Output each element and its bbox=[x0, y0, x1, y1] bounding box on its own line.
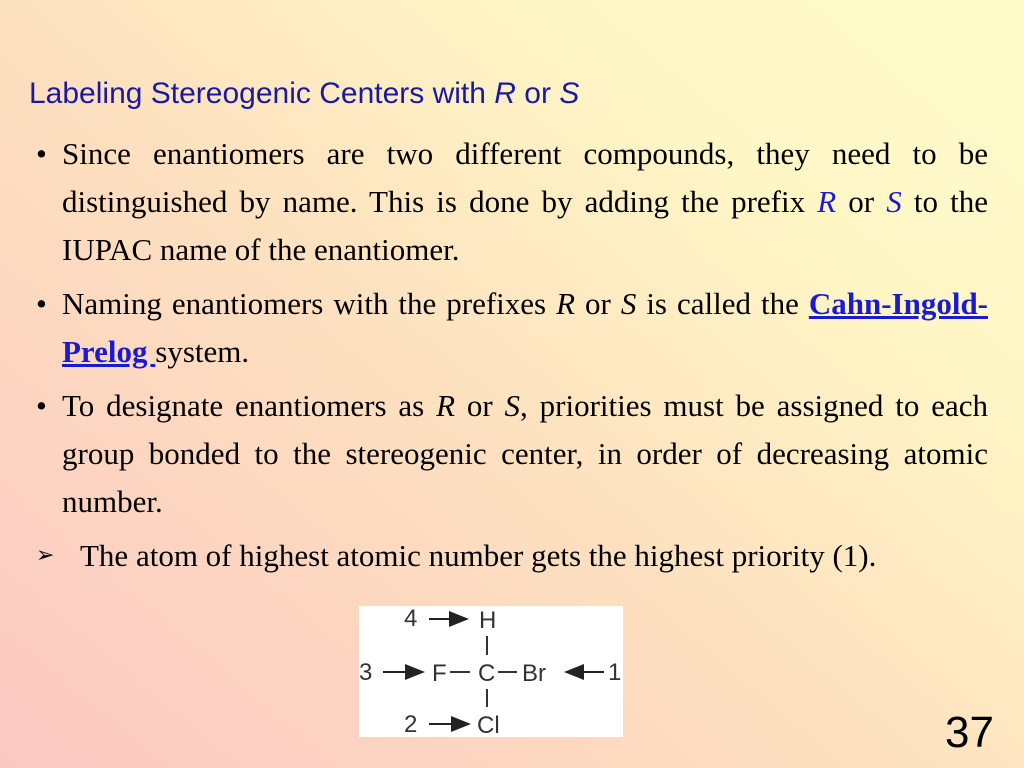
bullet-2-or: or bbox=[575, 286, 621, 321]
bullet-dot-icon: • bbox=[36, 388, 47, 423]
bullet-list bbox=[36, 130, 988, 586]
slide-title bbox=[29, 74, 579, 114]
prefix-s: S bbox=[886, 184, 902, 219]
bullet-3-r: R bbox=[436, 388, 455, 423]
atom-cl: Cl bbox=[477, 712, 500, 737]
title-r: R bbox=[494, 77, 516, 110]
bullet-1 bbox=[36, 130, 988, 274]
arrow-bullet-icon: ➢ bbox=[36, 543, 55, 568]
bullet-3-text-end: , priorities must be assigned to each group bonded to the stereogenic center, in order of decreasing atomic number. bbox=[62, 388, 988, 519]
bullet-2-text: Naming enantiomers with the prefixes bbox=[62, 286, 557, 321]
title-or: or bbox=[515, 77, 560, 110]
bullet-1-text: Since enantiomers are two different compounds, they need to be distinguished by name. This is done by adding the prefix bbox=[62, 136, 988, 219]
title-text: Labeling Stereogenic Centers with bbox=[29, 77, 495, 110]
prefix-r: R bbox=[817, 184, 837, 219]
bullet-2-r: R bbox=[556, 286, 576, 321]
bullet-3 bbox=[36, 382, 988, 526]
atom-c: C bbox=[478, 660, 496, 687]
title-s: S bbox=[559, 77, 580, 110]
atom-f: F bbox=[432, 660, 447, 687]
bullet-3-or: or bbox=[455, 388, 505, 423]
bullet-3-s: S bbox=[504, 388, 521, 423]
priority-diagram-svg bbox=[359, 606, 623, 737]
bullet-2 bbox=[36, 280, 988, 376]
atom-h: H bbox=[479, 607, 497, 634]
bullet-dot-icon: • bbox=[36, 136, 47, 171]
bullet-2-text-mid: is called the bbox=[636, 286, 809, 321]
bullet-1-text-end: to the IUPAC name of the enantiomer. bbox=[62, 184, 988, 267]
cahn-ingold-prelog-link[interactable]: Cahn-Ingold-Prelog bbox=[62, 286, 989, 369]
bullet-1-or: or bbox=[836, 184, 887, 219]
bullet-3-text: To designate enantiomers as bbox=[62, 388, 437, 423]
bullet-4-text: The atom of highest atomic number gets the highest priority (1). bbox=[80, 538, 877, 573]
priority-3-label: 3 bbox=[359, 659, 373, 686]
page-number: 37 bbox=[945, 708, 994, 757]
bullet-2-s: S bbox=[620, 286, 637, 321]
bullet-2-text-end: system. bbox=[155, 334, 250, 369]
bullet-dot-icon: • bbox=[36, 286, 47, 321]
priority-1-label: 1 bbox=[608, 659, 622, 686]
atom-br: Br bbox=[522, 660, 546, 687]
bullet-4 bbox=[36, 532, 988, 580]
priority-4-label: 4 bbox=[404, 606, 418, 632]
priority-2-label: 2 bbox=[404, 711, 418, 737]
priority-diagram bbox=[359, 606, 623, 737]
